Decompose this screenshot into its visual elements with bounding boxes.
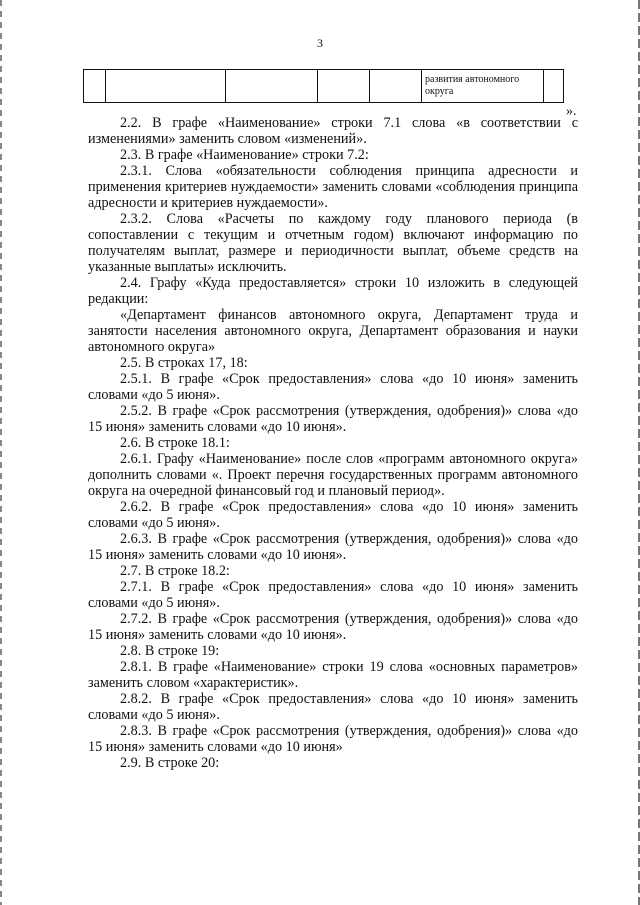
paragraph: 2.5.2. В графе «Срок рассмотрения (утверждения, одобрения)» слова «до 15 июня» заменить словами «до 10 июня». — [88, 403, 578, 435]
paragraph: 2.7. В строке 18.2: — [120, 563, 230, 579]
paragraph: 2.3.1. Слова «обязательности соблюдения принципа адресности и применения критериев нуждаемости» заменить словами «соблюдения принципа адресности и критериев нуждаемости». — [88, 163, 578, 211]
paragraph: 2.2. В графе «Наименование» строки 7.1 слова «в соответствии с изменениями» заменить словом «изменений». — [88, 115, 578, 147]
continuation-table — [83, 69, 564, 103]
paragraph: 2.8.1. В графе «Наименование» строки 19 слова «основных параметров» заменить словом «характеристик». — [88, 659, 578, 691]
table-cell-text: развития автономного округа — [422, 70, 544, 103]
paragraph: 2.6.2. В графе «Срок предоставления» слова «до 10 июня» заменить словами «до 5 июня». — [88, 499, 578, 531]
paragraph: 2.5. В строках 17, 18: — [120, 355, 248, 371]
table-cell — [106, 70, 226, 103]
paragraph: 2.6.1. Графу «Наименование» после слов «программ автономного округа» дополнить словами «. Проект перечня государственных программ автономного округа на очередной финансовый год и плановый период». — [88, 451, 578, 499]
page-number: 3 — [317, 36, 323, 50]
scan-left-edge — [0, 0, 2, 905]
paragraph: 2.7.2. В графе «Срок рассмотрения (утверждения, одобрения)» слова «до 15 июня» заменить словами «до 10 июня». — [88, 611, 578, 643]
paragraph: 2.3. В графе «Наименование» строки 7.2: — [120, 147, 369, 163]
table-close-quote: ». — [566, 104, 577, 119]
paragraph: 2.6.3. В графе «Срок рассмотрения (утверждения, одобрения)» слова «до 15 июня» заменить словами «до 10 июня». — [88, 531, 578, 563]
paragraph: 2.8.3. В графе «Срок рассмотрения (утверждения, одобрения)» слова «до 15 июня» заменить словами «до 10 июня» — [88, 723, 578, 755]
table-row — [84, 70, 564, 103]
table-cell — [370, 70, 422, 103]
paragraph: 2.3.2. Слова «Расчеты по каждому году планового периода (в сопоставлении с текущим и отчетным годом) включают информацию по получателям выплат, размере и периодичности выплат, объеме средств на указанные выплаты» исключить. — [88, 211, 578, 275]
table-cell — [544, 70, 564, 103]
paragraph: 2.8. В строке 19: — [120, 643, 220, 659]
table-cell — [226, 70, 318, 103]
paragraph: 2.7.1. В графе «Срок предоставления» слова «до 10 июня» заменить словами «до 5 июня». — [88, 579, 578, 611]
paragraph: 2.5.1. В графе «Срок предоставления» слова «до 10 июня» заменить словами «до 5 июня». — [88, 371, 578, 403]
paragraph: 2.6. В строке 18.1: — [120, 435, 230, 451]
paragraph: 2.4. Графу «Куда предоставляется» строки 10 изложить в следующей редакции: — [88, 275, 578, 307]
paragraph: «Департамент финансов автономного округа, Департамент труда и занятости населения автономного округа, Департамент образования и науки автономного округа» — [88, 307, 578, 355]
paragraph: 2.8.2. В графе «Срок предоставления» слова «до 10 июня» заменить словами «до 5 июня». — [88, 691, 578, 723]
table-cell — [318, 70, 370, 103]
document-body — [88, 115, 578, 771]
table-cell — [84, 70, 106, 103]
paragraph: 2.9. В строке 20: — [120, 755, 220, 771]
